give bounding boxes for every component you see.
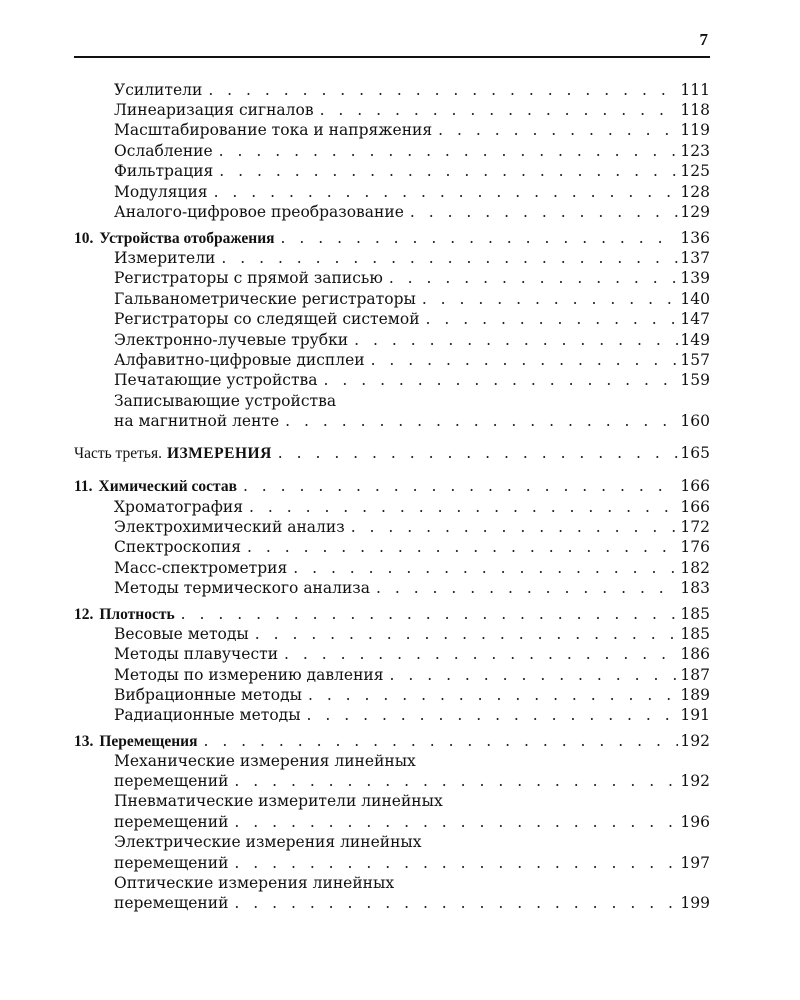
- entry-title-wrap: [114, 80, 208, 100]
- chapter-number: 11.: [74, 478, 93, 495]
- page-ref: 199: [680, 894, 710, 912]
- entry-title-wrap: [114, 100, 320, 120]
- page-ref: 157: [680, 351, 710, 369]
- toc-entry[interactable]: [114, 182, 710, 202]
- dot-leader: [255, 624, 679, 644]
- page-number: 7: [699, 30, 708, 49]
- dot-leader: [219, 161, 678, 181]
- toc-entry-first-line[interactable]: [114, 832, 710, 852]
- chapter-title: Плотность: [99, 606, 175, 623]
- entry-title-wrap: [74, 443, 278, 463]
- entry-title: Электрохимический анализ: [114, 518, 345, 536]
- toc-entry[interactable]: [114, 309, 710, 329]
- toc-entry[interactable]: [114, 202, 710, 222]
- entry-title-wrap: [74, 604, 181, 624]
- entry-title: Масштабирование тока и напряжения: [114, 121, 433, 139]
- page-ref: 149: [680, 331, 710, 349]
- entry-title-wrap: [114, 411, 285, 431]
- page-ref: 129: [680, 203, 710, 221]
- dot-leader: [389, 268, 679, 288]
- dot-leader: [308, 685, 678, 705]
- page-ref: 137: [680, 249, 710, 267]
- toc-entry[interactable]: [114, 771, 710, 791]
- toc-entry[interactable]: [114, 248, 710, 268]
- entry-title: Модуляция: [114, 183, 208, 201]
- toc-entry[interactable]: [114, 100, 710, 120]
- dot-leader: [422, 289, 679, 309]
- toc-entry[interactable]: [114, 812, 710, 832]
- toc-entry[interactable]: [114, 705, 710, 725]
- page-ref: 139: [680, 269, 710, 287]
- page-ref: 165: [680, 444, 710, 462]
- entry-title: Хроматография: [114, 498, 244, 516]
- page-ref: 118: [680, 101, 710, 119]
- toc-entry[interactable]: [114, 624, 710, 644]
- dot-leader: [354, 330, 678, 350]
- entry-title: Вибрационные методы: [114, 686, 302, 704]
- entry-title: Регистраторы со следящей системой: [114, 310, 420, 328]
- toc-entry[interactable]: [114, 893, 710, 913]
- page-ref: 183: [680, 579, 710, 597]
- dot-leader: [249, 497, 678, 517]
- entry-title: Спектроскопия: [114, 538, 242, 556]
- dot-leader: [208, 80, 678, 100]
- dot-leader: [426, 309, 679, 329]
- toc-entry[interactable]: [114, 537, 710, 557]
- entry-title-wrap: [114, 330, 354, 350]
- entry-title-wrap: [114, 120, 438, 140]
- entry-title: перемещений: [114, 813, 229, 831]
- entry-title: Фильтрация: [114, 162, 214, 180]
- dot-leader: [234, 853, 678, 873]
- dot-leader: [243, 476, 678, 496]
- entry-title-wrap: [114, 812, 234, 832]
- entry-title-wrap: [114, 792, 449, 810]
- page-ref: 140: [680, 290, 710, 308]
- entry-title-wrap: [114, 517, 351, 537]
- toc-entry[interactable]: [114, 120, 710, 140]
- entry-title-wrap: [114, 578, 376, 598]
- dot-leader: [234, 893, 678, 913]
- entry-title: Аналого-цифровое преобразование: [114, 203, 404, 221]
- toc-entry[interactable]: [114, 665, 710, 685]
- entry-title-wrap: [114, 248, 221, 268]
- entry-title: Методы термического анализа: [114, 579, 370, 597]
- entry-title: Весовые методы: [114, 625, 249, 643]
- page-ref: 172: [680, 518, 710, 536]
- entry-title: перемещений: [114, 854, 229, 872]
- entry-title: Измерители: [114, 249, 216, 267]
- dot-leader: [247, 537, 678, 557]
- page-ref: 128: [680, 183, 710, 201]
- part-title: ИЗМЕРЕНИЯ: [166, 445, 272, 462]
- entry-title-wrap: [114, 268, 389, 288]
- toc-entry-first-line[interactable]: [114, 751, 710, 771]
- entry-title: Механические измерения линейных: [114, 752, 416, 770]
- page-ref: 160: [680, 412, 710, 430]
- toc-entry[interactable]: [114, 330, 710, 350]
- entry-title: Масс-спектрометрия: [114, 559, 288, 577]
- toc-entry-first-line[interactable]: [114, 873, 710, 893]
- entry-title: Гальванометрические регистраторы: [114, 290, 416, 308]
- toc-entry[interactable]: [114, 268, 710, 288]
- toc-entry-first-line[interactable]: [114, 391, 710, 411]
- entry-title: Оптические измерения линейных: [114, 874, 395, 892]
- entry-title: Электронно-лучевые трубки: [114, 331, 349, 349]
- page-ref: 186: [680, 645, 710, 663]
- entry-title-wrap: [114, 624, 255, 644]
- page-ref: 166: [680, 477, 710, 495]
- entry-title: Радиационные методы: [114, 706, 301, 724]
- page-ref: 166: [680, 498, 710, 516]
- entry-title-wrap: [114, 350, 371, 370]
- entry-title-wrap: [114, 752, 422, 770]
- dot-leader: [376, 578, 678, 598]
- page-ref: 191: [680, 706, 710, 724]
- dot-leader: [390, 665, 679, 685]
- chapter-number: 13.: [74, 733, 94, 750]
- page-ref: 111: [680, 81, 710, 99]
- toc-part-entry[interactable]: [74, 443, 710, 463]
- page-ref: 136: [680, 229, 710, 247]
- page-ref: 119: [680, 121, 710, 139]
- entry-title: Усилители: [114, 81, 203, 99]
- entry-title: Алфавитно-цифровые дисплеи: [114, 351, 365, 369]
- entry-title-wrap: [114, 161, 219, 181]
- entry-title-wrap: [114, 309, 426, 329]
- chapter-number: 12.: [74, 606, 94, 623]
- toc-entry[interactable]: [114, 685, 710, 705]
- toc-chapter-entry[interactable]: [74, 604, 710, 624]
- dot-leader: [181, 604, 679, 624]
- entry-title-wrap: [114, 893, 234, 913]
- page-ref: 182: [680, 559, 710, 577]
- entry-title-wrap: [114, 497, 249, 517]
- chapter-number: 10.: [74, 230, 94, 247]
- toc-chapter-entry[interactable]: [74, 228, 710, 248]
- toc-entry[interactable]: [114, 141, 710, 161]
- page-ref: 123: [680, 142, 710, 160]
- toc-entry[interactable]: [114, 350, 710, 370]
- entry-title: Электрические измерения линейных: [114, 833, 422, 851]
- entry-title-wrap: [114, 289, 422, 309]
- entry-title-wrap: [114, 644, 284, 664]
- entry-title-wrap: [114, 874, 400, 892]
- part-prefix: Часть третья.: [74, 445, 162, 462]
- entry-title: перемещений: [114, 772, 229, 790]
- page-ref: 192: [680, 772, 710, 790]
- entry-title: Методы плавучести: [114, 645, 279, 663]
- entry-title: перемещений: [114, 894, 229, 912]
- entry-title: Печатающие устройства: [114, 371, 318, 389]
- chapter-title: Устройства отображения: [99, 230, 275, 247]
- dot-leader: [371, 350, 679, 370]
- toc-entry[interactable]: [114, 161, 710, 181]
- dot-leader: [221, 248, 678, 268]
- dot-leader: [234, 771, 678, 791]
- toc-entry[interactable]: [114, 517, 710, 537]
- toc-entry[interactable]: [114, 497, 710, 517]
- page-ref: 147: [680, 310, 710, 328]
- entry-title-wrap: [114, 537, 247, 557]
- page-ref: 185: [680, 625, 710, 643]
- entry-title: Методы по измерению давления: [114, 666, 384, 684]
- entry-title-wrap: [114, 685, 308, 705]
- page-ref: 176: [680, 538, 710, 556]
- header-rule: [74, 56, 710, 58]
- page-ref: 197: [680, 854, 710, 872]
- toc-entry[interactable]: [114, 558, 710, 578]
- entry-title: Пневматические измерители линейных: [114, 792, 443, 810]
- entry-title-wrap: [114, 558, 293, 578]
- toc-entry-first-line[interactable]: [114, 791, 710, 811]
- chapter-title: Перемещения: [99, 733, 198, 750]
- dot-leader: [320, 100, 679, 120]
- toc-entry[interactable]: [114, 411, 710, 431]
- page-ref: 196: [680, 813, 710, 831]
- dot-leader: [351, 517, 679, 537]
- entry-title-wrap: [114, 833, 428, 851]
- dot-leader: [203, 731, 678, 751]
- entry-title: на магнитной ленте: [114, 412, 280, 430]
- entry-title-wrap: [74, 476, 243, 496]
- dot-leader: [324, 370, 679, 390]
- toc-entry[interactable]: [114, 289, 710, 309]
- dot-leader: [281, 228, 679, 248]
- dot-leader: [234, 812, 678, 832]
- dot-leader: [307, 705, 679, 725]
- entry-title-wrap: [114, 705, 307, 725]
- entry-title-wrap: [114, 853, 234, 873]
- entry-title-wrap: [114, 392, 342, 410]
- page-ref: 189: [680, 686, 710, 704]
- page-ref: 125: [680, 162, 710, 180]
- page-ref: 187: [680, 666, 710, 684]
- entry-title-wrap: [114, 141, 219, 161]
- entry-title: Записывающие устройства: [114, 392, 337, 410]
- dot-leader: [284, 644, 678, 664]
- dot-leader: [214, 182, 679, 202]
- entry-title-wrap: [114, 202, 410, 222]
- entry-title: Линеаризация сигналов: [114, 101, 314, 119]
- toc-entry[interactable]: [114, 370, 710, 390]
- entry-title-wrap: [114, 771, 234, 791]
- entry-title-wrap: [114, 665, 390, 685]
- entry-title-wrap: [114, 182, 214, 202]
- dot-leader: [438, 120, 678, 140]
- toc-entry[interactable]: [114, 80, 710, 100]
- dot-leader: [293, 558, 678, 578]
- toc-entry[interactable]: [114, 644, 710, 664]
- chapter-title: Химический состав: [98, 478, 237, 495]
- dot-leader: [285, 411, 678, 431]
- dot-leader: [278, 443, 679, 463]
- dot-leader: [410, 202, 679, 222]
- toc-chapter-entry[interactable]: [74, 476, 710, 496]
- toc-entry[interactable]: [114, 853, 710, 873]
- dot-leader: [219, 141, 679, 161]
- page-ref: 192: [680, 732, 710, 750]
- toc-entry[interactable]: [114, 578, 710, 598]
- entry-title-wrap: [74, 731, 203, 751]
- entry-title: Регистраторы с прямой записью: [114, 269, 383, 287]
- page-ref: 185: [680, 605, 710, 623]
- entry-title-wrap: [114, 370, 324, 390]
- entry-title-wrap: [74, 228, 281, 248]
- page-ref: 159: [680, 371, 710, 389]
- entry-title: Ослабление: [114, 142, 213, 160]
- toc-chapter-entry[interactable]: [74, 731, 710, 751]
